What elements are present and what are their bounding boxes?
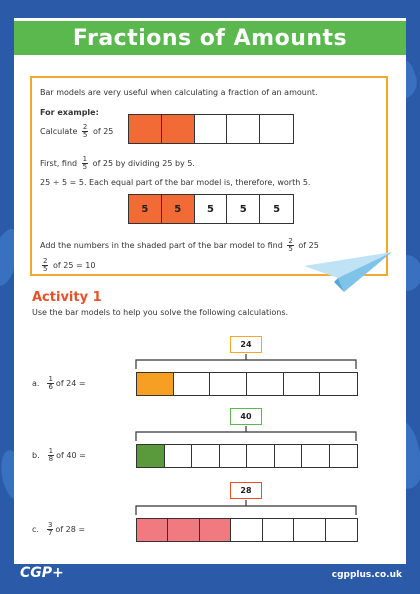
bar-cell — [137, 445, 165, 467]
example-step1: First, find $\frac{1}{5}$ of 25 by dividing 25 by 5. — [40, 155, 195, 171]
question-bar — [136, 372, 358, 396]
example-bar-labelled — [128, 194, 294, 224]
bar-cell — [227, 115, 260, 143]
bar-cell — [302, 445, 330, 467]
bar-cell: 5 — [129, 195, 162, 223]
bar-cell — [220, 445, 248, 467]
bar-cell — [247, 445, 275, 467]
activity-instruction: Use the bar models to help you solve the following calculations. — [32, 308, 289, 317]
activity-title: Activity 1 — [32, 290, 102, 305]
question-fraction: $\frac{3}{7}$ — [47, 521, 53, 537]
bar-cell — [260, 115, 293, 143]
bar-cell — [129, 115, 162, 143]
question-fraction: $\frac{1}{8}$ — [48, 447, 54, 463]
question-bar — [136, 444, 358, 468]
question-label: b. $\frac{1}{8}$ of 40 = — [32, 447, 86, 463]
question-label: c. $\frac{3}{7}$ of 28 = — [32, 521, 86, 537]
bar-cell — [330, 445, 358, 467]
page-title: Fractions of Amounts — [72, 25, 348, 51]
total-box: 28 — [230, 482, 262, 499]
calc-prefix: Calculate — [40, 127, 78, 136]
calc-suffix: of 25 — [92, 127, 114, 136]
bracket — [134, 354, 358, 370]
bar-cell — [165, 445, 193, 467]
question-fraction: $\frac{1}{6}$ — [48, 375, 53, 391]
cgp-logo: CGP+ — [20, 565, 64, 581]
example-heading: For example: — [40, 108, 99, 117]
bar-cell — [162, 115, 195, 143]
question-label: a. $\frac{1}{6}$ of 24 = — [32, 375, 86, 391]
bar-cell: 5 — [195, 195, 228, 223]
bar-cell — [275, 445, 303, 467]
bar-cell — [294, 519, 325, 541]
bar-cell — [137, 519, 168, 541]
answer-fraction: $\frac{2}{5}$ — [43, 257, 48, 273]
bar-cell — [174, 373, 211, 395]
step3-fraction: $\frac{2}{5}$ — [288, 237, 293, 253]
bar-cell: 5 — [162, 195, 195, 223]
bar-cell — [200, 519, 231, 541]
bar-cell: 5 — [227, 195, 260, 223]
content-panel — [14, 56, 406, 564]
bar-cell — [247, 373, 284, 395]
bar-cell: 5 — [273, 203, 281, 215]
bar-cell — [320, 373, 357, 395]
question-bar — [136, 518, 358, 542]
footer-url: cgpplus.co.uk — [331, 570, 402, 580]
bar-cell — [284, 373, 321, 395]
example-intro: Bar models are very useful when calculating a fraction of an amount. — [40, 88, 318, 97]
bar-cell — [263, 519, 294, 541]
step1-fraction: $\frac{1}{5}$ — [82, 155, 88, 171]
bar-cell — [192, 445, 220, 467]
example-answer: $\frac{2}{5}$ of 25 = 10 — [43, 257, 96, 273]
total-box: 40 — [230, 408, 262, 425]
bracket — [134, 500, 358, 516]
bar-cell — [137, 373, 174, 395]
bar-cell — [210, 373, 247, 395]
example-box — [30, 76, 388, 276]
bracket — [134, 426, 358, 442]
bar-cell — [326, 519, 357, 541]
paper-plane-icon — [304, 252, 394, 296]
title-banner — [14, 18, 406, 58]
example-calc-line — [40, 124, 113, 139]
example-step3: Add the numbers in the shaded part of the bar model to find $\frac{2}{5}$ of 25 — [40, 237, 319, 253]
calc-fraction: $\frac{2}{5}$ — [82, 123, 88, 139]
bar-cell — [195, 115, 228, 143]
example-bar-unlabelled — [128, 114, 294, 144]
bar-cell — [168, 519, 199, 541]
example-step2: 25 ÷ 5 = 5. Each equal part of the bar model is, therefore, worth 5. — [40, 178, 311, 187]
total-box: 24 — [230, 336, 262, 353]
bar-cell — [231, 519, 262, 541]
